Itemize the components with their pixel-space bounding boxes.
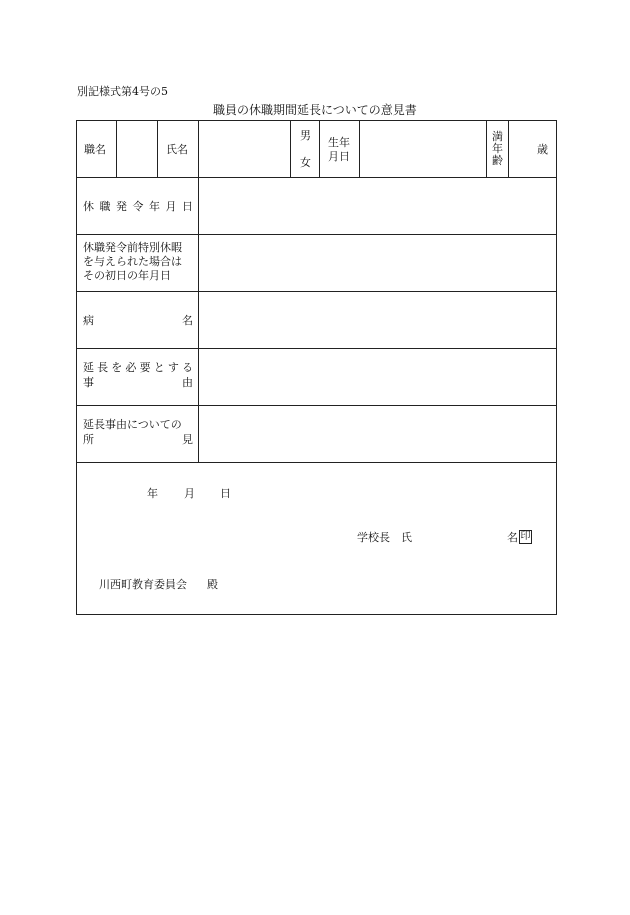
extension-reason-label — [83, 362, 193, 373]
label-char: 発 — [116, 200, 127, 213]
label-char: 必 — [125, 361, 137, 374]
label-char: 日 — [182, 200, 193, 213]
column-divider — [198, 120, 199, 462]
column-divider — [319, 120, 320, 177]
date-day: 日 — [220, 487, 231, 500]
leave-date-label — [83, 201, 193, 212]
special-leave-label: 休職発令前特別休暇 — [83, 241, 182, 254]
addressee: 川西町教育委員会 — [99, 578, 187, 591]
birth-label: 生年 — [328, 136, 350, 149]
row-divider — [76, 462, 557, 463]
date-year: 年 — [147, 487, 158, 500]
row-divider — [76, 177, 557, 178]
row-divider — [76, 291, 557, 292]
seal-mark: 印 — [520, 531, 531, 542]
column-divider — [486, 120, 487, 177]
column-divider — [157, 120, 158, 177]
sex-male-option: 男 — [300, 129, 311, 142]
label-char: 名 — [182, 314, 193, 327]
principal-name-label: 学校長 氏 — [357, 531, 412, 544]
special-leave-label: その初日の年月日 — [83, 269, 171, 282]
column-divider — [290, 120, 291, 177]
position-label: 職名 — [84, 143, 106, 156]
label-char: 所 — [83, 433, 94, 446]
age-label: 満 — [492, 130, 503, 143]
column-divider — [116, 120, 117, 177]
label-char: 休 — [83, 200, 94, 213]
date-month: 月 — [184, 487, 195, 500]
form-id: 別記様式第4号の5 — [77, 85, 168, 98]
label-char: と — [153, 361, 165, 374]
row-divider — [76, 234, 557, 235]
label-char: 月 — [165, 200, 177, 213]
document-title: 職員の休職期間延長についての意見書 — [213, 103, 417, 117]
birth-label: 月日 — [328, 150, 350, 163]
honorific: 殿 — [207, 578, 218, 591]
name-suffix: 名 — [507, 531, 518, 544]
label-char: る — [181, 361, 193, 374]
label-char: 延 — [83, 361, 94, 374]
label-char: 令 — [132, 200, 144, 213]
label-char: 事 — [83, 376, 94, 389]
sex-female-option: 女 — [300, 156, 311, 169]
label-char: 見 — [182, 433, 193, 446]
label-char: す — [167, 361, 179, 374]
label-char: 要 — [139, 361, 151, 374]
age-label: 年 — [492, 142, 503, 155]
age-unit: 歳 — [537, 143, 548, 156]
row-divider — [76, 405, 557, 406]
special-leave-label: を与えられた場合は — [83, 255, 182, 268]
opinion-label — [83, 434, 193, 445]
label-char: を — [111, 361, 123, 374]
row-divider — [76, 348, 557, 349]
column-divider — [508, 120, 509, 177]
illness-label — [83, 315, 193, 326]
age-label: 齢 — [492, 154, 503, 167]
label-char: 長 — [97, 361, 109, 374]
label-char: 病 — [83, 314, 94, 327]
opinion-label: 延長事由についての — [83, 418, 182, 431]
name-label: 氏名 — [166, 143, 188, 156]
extension-reason-label — [83, 377, 193, 388]
label-char: 由 — [182, 376, 193, 389]
column-divider — [359, 120, 360, 177]
label-char: 職 — [99, 200, 111, 213]
label-char: 年 — [149, 200, 160, 213]
